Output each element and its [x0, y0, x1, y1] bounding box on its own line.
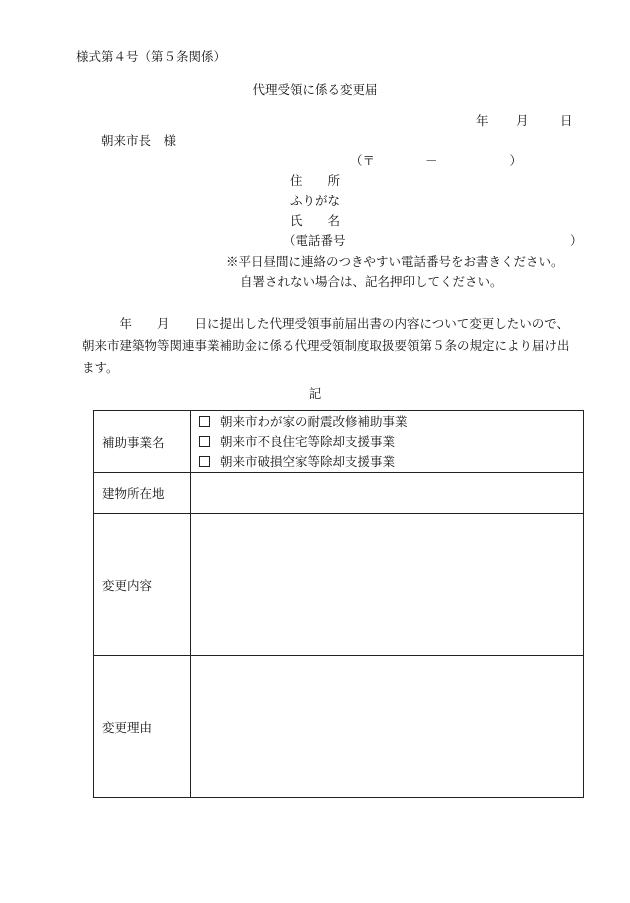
reason-row	[94, 656, 584, 798]
postal-open: （〒	[350, 153, 376, 168]
postal-close: ）	[509, 153, 523, 168]
phone-close: ）	[570, 233, 583, 248]
phone-label: （電話番号	[283, 233, 346, 248]
ki-heading: 記	[308, 386, 322, 401]
option-label: 朝来市破損空家等除却支援事業	[220, 453, 396, 469]
change-field[interactable]	[191, 514, 584, 656]
project-option[interactable]	[199, 412, 583, 432]
project-option[interactable]	[199, 432, 583, 452]
name-label: 氏 名	[290, 213, 341, 228]
date-day-label: 日	[560, 113, 573, 128]
signature-note: 自署されない場合は、記名押印してください。	[240, 274, 503, 289]
location-row	[94, 473, 584, 514]
date-month-label: 月	[516, 113, 529, 128]
date-year-label: 年	[476, 113, 489, 128]
reason-label: 変更理由	[94, 656, 191, 798]
project-row	[94, 411, 584, 473]
checkbox-icon[interactable]	[199, 416, 210, 427]
checkbox-icon[interactable]	[199, 456, 210, 467]
address-label: 住 所	[290, 173, 341, 188]
addressee: 朝来市長 様	[101, 133, 177, 148]
reason-field[interactable]	[191, 656, 584, 798]
location-field[interactable]	[191, 473, 584, 514]
form-table	[93, 410, 584, 798]
form-number: 様式第４号（第５条関係）	[76, 49, 227, 64]
date-line	[476, 111, 573, 129]
change-row	[94, 514, 584, 656]
document-title: 代理受領に係る変更届	[252, 82, 378, 97]
postal-dash: －	[425, 153, 438, 168]
project-label: 補助事業名	[94, 411, 191, 473]
change-label: 変更内容	[94, 514, 191, 656]
project-options	[191, 411, 584, 473]
applicant-labels	[290, 171, 340, 231]
body-text: 年 月 日に提出した代理受領事前届出書の内容について変更したいので、朝来市建築物等関連事業補助金に係る代理受領制度取扱要領第５条の規定により届け出ます。	[82, 316, 570, 375]
phone-note: ※平日昼間に連絡のつきやすい電話番号をお書きください。	[226, 254, 564, 269]
option-label: 朝来市不良住宅等除却支援事業	[220, 433, 396, 449]
postal-code-line	[350, 151, 522, 169]
furigana-label: ふりがな	[290, 193, 341, 208]
checkbox-icon[interactable]	[199, 436, 210, 447]
project-option[interactable]	[199, 452, 583, 472]
option-label: 朝来市わが家の耐震改修補助事業	[220, 413, 408, 429]
location-label: 建物所在地	[94, 473, 191, 514]
